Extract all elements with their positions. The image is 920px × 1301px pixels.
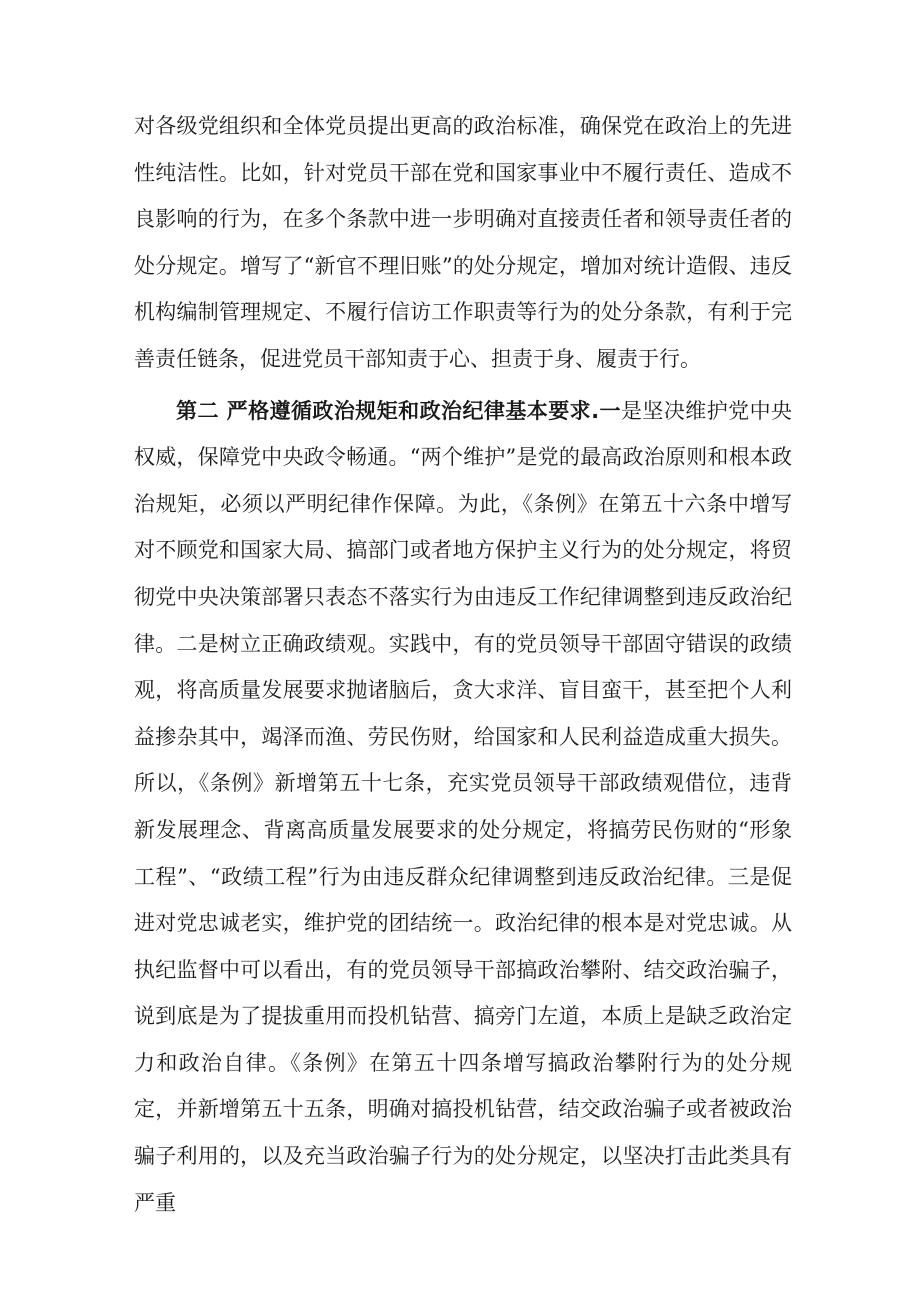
paragraph-political-discipline-body: 是坚决维护党中央权威，保障党中央政令畅通。“两个维护”是党的最高政治原则和根本政治规矩，必须以严明纪律作保障。为此，《条例》在第五十六条中增写对不顾党和国家大局、搞部门或者地方保护主义行为的处分规定，将贸彻党中央决策部署只表态不落实行为由违反工作纪律调整到违反政治纪律。二是树立正确政绩观。实践中，有的党员领导干部固守错误的政绩观，将高质量发展要求抛诸脑后，贪大求洋、盲目蛮干，甚至把个人利益掺杂其中，竭泽而渔、劳民伤财，给国家和人民利益造成重大损失。所以，《条例》新增第五十七条，充实党员领导干部政绩观借位，违背新发展理念、背离高质量发展要求的处分规定，将搞劳民伤财的“形象工程”、“政绩工程”行为由违反群众纪律调整到违反政治纪律。三是促进对党忠诚老实，维护党的团结统一。政治纪律的根本是对党忠诚。从执纪监督中可以看出，有的党员领导干部搞政治攀附、结交政治骗子，说到底是为了提拔重用而投机钻营、搞旁门左道，本质上是缺乏政治定力和政治自律。《条例》在第五十四条增写搞政治攀附行为的处分规定，并新增第五十五条，明确对搞投机钻营，结交政治骗子或者被政治骗子利用的，以及充当政治骗子行为的处分规定，以坚决打击此类具有严重 [134, 398, 793, 1215]
paragraph-political-discipline [134, 388, 792, 1227]
section-lead-heading: 第二 严格遵循政治规矩和政治纪律基本要求.一 [176, 398, 621, 423]
paragraph-responsibility-rules: 对各级党组织和全体党员提出更高的政治标准，确保党在政治上的先进性纯洁性。比如，针对党员干部在党和国家事业中不履行责任、造成不良影响的行为，在多个条款中进一步明确对直接责任者和领导责任者的处分规定。增写了“新官不理旧账”的处分规定，增加对统计造假、违反机构编制管理规定、不履行信访工作职责等行为的处分条款，有利于完善责任链条，促进党员干部知责于心、担责于身、履责于行。 [134, 114, 792, 371]
document-body [134, 103, 792, 1226]
